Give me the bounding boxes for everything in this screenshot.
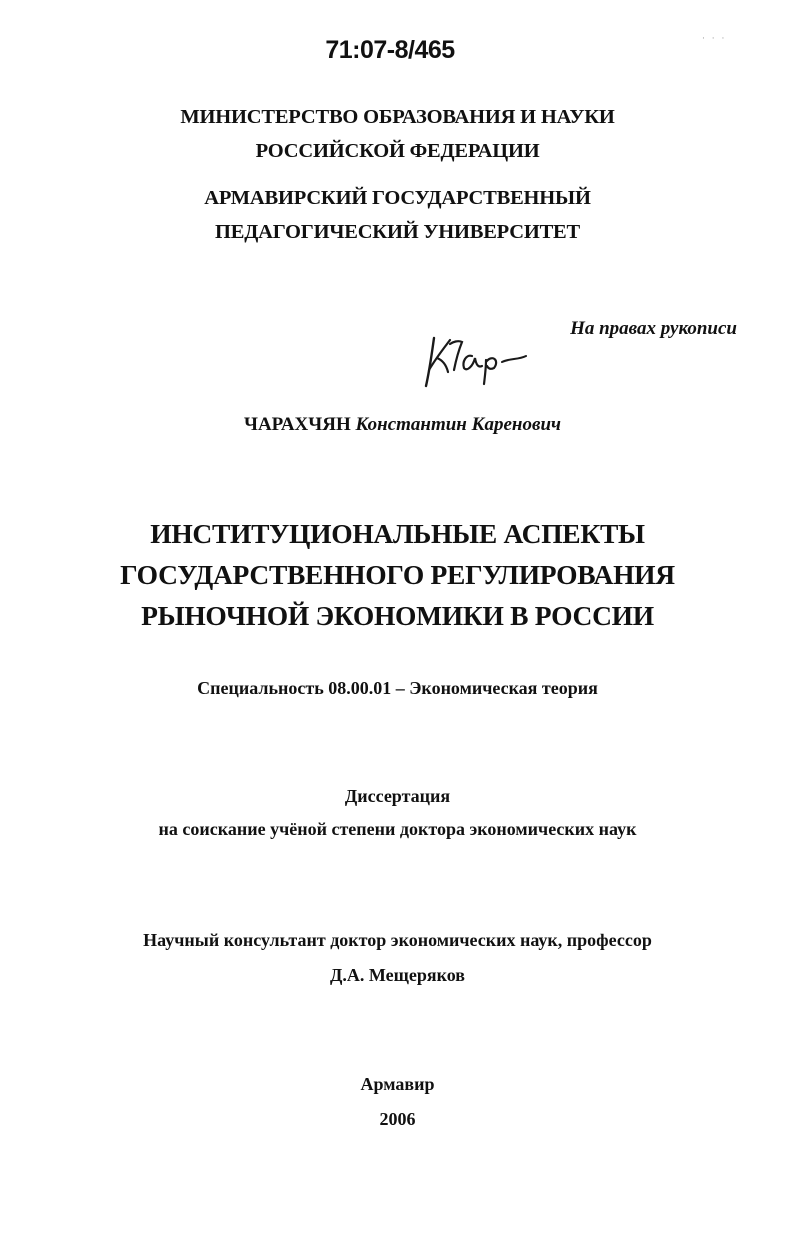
consultant-name: Д.А. Мещеряков <box>330 965 465 985</box>
manuscript-note: На правах рукописи <box>570 318 737 339</box>
dissertation-label: Диссертация <box>344 786 451 806</box>
dissertation-purpose: на соискание учёной степени доктора экономических наук <box>158 819 637 839</box>
university-line-2: ПЕДАГОГИЧЕСКИЙ УНИВЕРСИТЕТ <box>214 221 581 243</box>
ministry-line-1: МИНИСТЕРСТВО ОБРАЗОВАНИЯ И НАУКИ <box>180 106 615 128</box>
archive-code: 71:07-8/465 <box>325 36 455 64</box>
author-surname: ЧАРАХЧЯН <box>244 414 351 435</box>
title-line-3: РЫНОЧНОЙ ЭКОНОМИКИ В РОССИИ <box>141 600 654 631</box>
university-line-1: АРМАВИРСКИЙ ГОСУДАРСТВЕННЫЙ <box>204 187 591 209</box>
scan-marks: · · · <box>702 34 727 44</box>
handwritten-signature <box>420 330 540 390</box>
author-name <box>244 414 561 436</box>
title-line-2: ГОСУДАРСТВЕННОГО РЕГУЛИРОВАНИЯ <box>120 559 675 590</box>
consultant-role: Научный консультант доктор экономических наук, профессор <box>143 930 652 950</box>
ministry-line-2: РОССИЙСКОЙ ФЕДЕРАЦИИ <box>255 140 540 162</box>
author-given-names: Константин Каренович <box>355 414 561 435</box>
title-line-1: ИНСТИТУЦИОНАЛЬНЫЕ АСПЕКТЫ <box>150 518 645 549</box>
city: Армавир <box>360 1074 435 1094</box>
year: 2006 <box>379 1109 416 1129</box>
specialty: Специальность 08.00.01 – Экономическая теория <box>197 678 598 698</box>
